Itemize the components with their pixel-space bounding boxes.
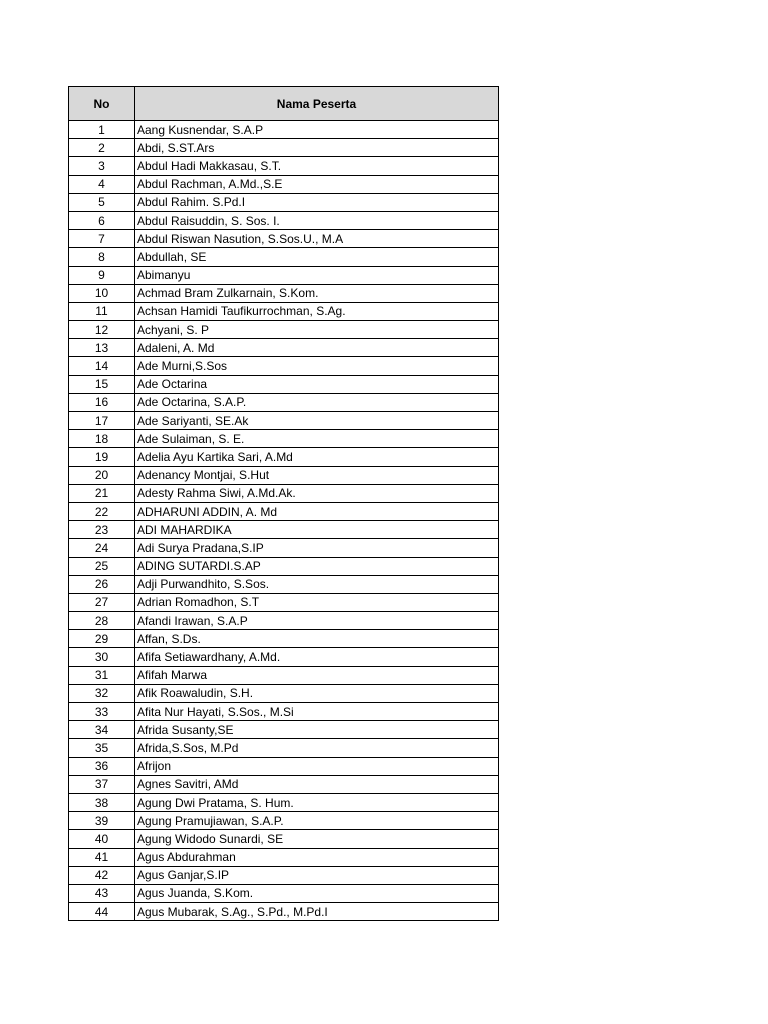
table-row bbox=[69, 539, 499, 557]
row-number: 8 bbox=[69, 248, 135, 266]
table-row bbox=[69, 157, 499, 175]
table-row bbox=[69, 502, 499, 520]
row-number: 24 bbox=[69, 539, 135, 557]
participant-name: Ade Octarina bbox=[135, 375, 499, 393]
participant-name: ADI MAHARDIKA bbox=[135, 521, 499, 539]
row-number: 2 bbox=[69, 139, 135, 157]
participant-name: ADING SUTARDI.S.AP bbox=[135, 557, 499, 575]
participant-name: Agung Widodo Sunardi, SE bbox=[135, 830, 499, 848]
row-number: 19 bbox=[69, 448, 135, 466]
table-row bbox=[69, 775, 499, 793]
row-number: 40 bbox=[69, 830, 135, 848]
participant-name: Abimanyu bbox=[135, 266, 499, 284]
row-number: 38 bbox=[69, 793, 135, 811]
row-number: 33 bbox=[69, 703, 135, 721]
table-row bbox=[69, 266, 499, 284]
row-number: 32 bbox=[69, 684, 135, 702]
participant-name: Adaleni, A. Md bbox=[135, 339, 499, 357]
row-number: 44 bbox=[69, 903, 135, 921]
participant-name: ADHARUNI ADDIN, A. Md bbox=[135, 502, 499, 520]
table-row bbox=[69, 193, 499, 211]
participant-name: Afrijon bbox=[135, 757, 499, 775]
table-row bbox=[69, 248, 499, 266]
row-number: 7 bbox=[69, 230, 135, 248]
row-number: 27 bbox=[69, 593, 135, 611]
row-number: 20 bbox=[69, 466, 135, 484]
participant-name: Afandi Irawan, S.A.P bbox=[135, 612, 499, 630]
row-number: 17 bbox=[69, 412, 135, 430]
participant-name: Abdullah, SE bbox=[135, 248, 499, 266]
participant-name: Abdul Rachman, A.Md.,S.E bbox=[135, 175, 499, 193]
row-number: 26 bbox=[69, 575, 135, 593]
table-row bbox=[69, 612, 499, 630]
participant-name: Ade Sariyanti, SE.Ak bbox=[135, 412, 499, 430]
participant-name: Abdul Hadi Makkasau, S.T. bbox=[135, 157, 499, 175]
table-row bbox=[69, 793, 499, 811]
table-row bbox=[69, 448, 499, 466]
table-row bbox=[69, 684, 499, 702]
participant-name: Ade Murni,S.Sos bbox=[135, 357, 499, 375]
participant-name: Afrida Susanty,SE bbox=[135, 721, 499, 739]
table-row bbox=[69, 757, 499, 775]
participant-name: Achmad Bram Zulkarnain, S.Kom. bbox=[135, 284, 499, 302]
table-row bbox=[69, 848, 499, 866]
participant-name: Afrida,S.Sos, M.Pd bbox=[135, 739, 499, 757]
table-row bbox=[69, 648, 499, 666]
table-row bbox=[69, 466, 499, 484]
row-number: 18 bbox=[69, 430, 135, 448]
participant-name: Abdul Raisuddin, S. Sos. I. bbox=[135, 211, 499, 229]
participant-name: Adi Surya Pradana,S.IP bbox=[135, 539, 499, 557]
table-row bbox=[69, 302, 499, 320]
table-header bbox=[69, 87, 499, 121]
participant-name: Agnes Savitri, AMd bbox=[135, 775, 499, 793]
table-row bbox=[69, 812, 499, 830]
table-row bbox=[69, 139, 499, 157]
participant-name: Aang Kusnendar, S.A.P bbox=[135, 121, 499, 139]
row-number: 25 bbox=[69, 557, 135, 575]
participant-name: Afita Nur Hayati, S.Sos., M.Si bbox=[135, 703, 499, 721]
participant-name: Affan, S.Ds. bbox=[135, 630, 499, 648]
participant-name: Achyani, S. P bbox=[135, 321, 499, 339]
row-number: 3 bbox=[69, 157, 135, 175]
table-row bbox=[69, 903, 499, 921]
column-header-no: No bbox=[69, 87, 135, 121]
table-row bbox=[69, 484, 499, 502]
row-number: 1 bbox=[69, 121, 135, 139]
row-number: 22 bbox=[69, 502, 135, 520]
row-number: 13 bbox=[69, 339, 135, 357]
row-number: 11 bbox=[69, 302, 135, 320]
table-row bbox=[69, 703, 499, 721]
table-row bbox=[69, 884, 499, 902]
row-number: 31 bbox=[69, 666, 135, 684]
participant-name: Adrian Romadhon, S.T bbox=[135, 593, 499, 611]
participant-name: Agung Pramujiawan, S.A.P. bbox=[135, 812, 499, 830]
row-number: 9 bbox=[69, 266, 135, 284]
table-row bbox=[69, 557, 499, 575]
participant-name: Adenancy Montjai, S.Hut bbox=[135, 466, 499, 484]
row-number: 16 bbox=[69, 393, 135, 411]
table-row bbox=[69, 430, 499, 448]
table-row bbox=[69, 211, 499, 229]
row-number: 21 bbox=[69, 484, 135, 502]
participant-name: Agus Ganjar,S.IP bbox=[135, 866, 499, 884]
participant-name: Afik Roawaludin, S.H. bbox=[135, 684, 499, 702]
row-number: 34 bbox=[69, 721, 135, 739]
participant-name: Afifah Marwa bbox=[135, 666, 499, 684]
header-row bbox=[69, 87, 499, 121]
participant-name: Abdi, S.ST.Ars bbox=[135, 139, 499, 157]
row-number: 14 bbox=[69, 357, 135, 375]
participant-name: Agus Abdurahman bbox=[135, 848, 499, 866]
participant-name: Adesty Rahma Siwi, A.Md.Ak. bbox=[135, 484, 499, 502]
row-number: 43 bbox=[69, 884, 135, 902]
row-number: 23 bbox=[69, 521, 135, 539]
participant-name: Agung Dwi Pratama, S. Hum. bbox=[135, 793, 499, 811]
row-number: 5 bbox=[69, 193, 135, 211]
table-row bbox=[69, 339, 499, 357]
table-row bbox=[69, 375, 499, 393]
table-row bbox=[69, 521, 499, 539]
row-number: 37 bbox=[69, 775, 135, 793]
row-number: 42 bbox=[69, 866, 135, 884]
table-row bbox=[69, 666, 499, 684]
participant-name: Abdul Riswan Nasution, S.Sos.U., M.A bbox=[135, 230, 499, 248]
row-number: 15 bbox=[69, 375, 135, 393]
participants-table bbox=[68, 86, 499, 921]
participant-name: Achsan Hamidi Taufikurrochman, S.Ag. bbox=[135, 302, 499, 320]
table-row bbox=[69, 393, 499, 411]
participant-name: Ade Sulaiman, S. E. bbox=[135, 430, 499, 448]
table-row bbox=[69, 575, 499, 593]
table-row bbox=[69, 866, 499, 884]
participant-name: Adelia Ayu Kartika Sari, A.Md bbox=[135, 448, 499, 466]
row-number: 12 bbox=[69, 321, 135, 339]
table-row bbox=[69, 357, 499, 375]
table-row bbox=[69, 593, 499, 611]
row-number: 39 bbox=[69, 812, 135, 830]
row-number: 35 bbox=[69, 739, 135, 757]
row-number: 41 bbox=[69, 848, 135, 866]
table-row bbox=[69, 830, 499, 848]
row-number: 28 bbox=[69, 612, 135, 630]
row-number: 4 bbox=[69, 175, 135, 193]
table-row bbox=[69, 175, 499, 193]
table-row bbox=[69, 630, 499, 648]
participant-name: Abdul Rahim. S.Pd.I bbox=[135, 193, 499, 211]
table-row bbox=[69, 739, 499, 757]
row-number: 30 bbox=[69, 648, 135, 666]
table-row bbox=[69, 721, 499, 739]
participant-name: Adji Purwandhito, S.Sos. bbox=[135, 575, 499, 593]
row-number: 36 bbox=[69, 757, 135, 775]
participant-name: Ade Octarina, S.A.P. bbox=[135, 393, 499, 411]
table-row bbox=[69, 412, 499, 430]
row-number: 6 bbox=[69, 211, 135, 229]
table-row bbox=[69, 121, 499, 139]
table-row bbox=[69, 230, 499, 248]
participant-name: Agus Mubarak, S.Ag., S.Pd., M.Pd.I bbox=[135, 903, 499, 921]
row-number: 29 bbox=[69, 630, 135, 648]
participant-name: Agus Juanda, S.Kom. bbox=[135, 884, 499, 902]
row-number: 10 bbox=[69, 284, 135, 302]
participant-name: Afifa Setiawardhany, A.Md. bbox=[135, 648, 499, 666]
table-row bbox=[69, 321, 499, 339]
column-header-name: Nama Peserta bbox=[135, 87, 499, 121]
table-row bbox=[69, 284, 499, 302]
table-body bbox=[69, 121, 499, 921]
